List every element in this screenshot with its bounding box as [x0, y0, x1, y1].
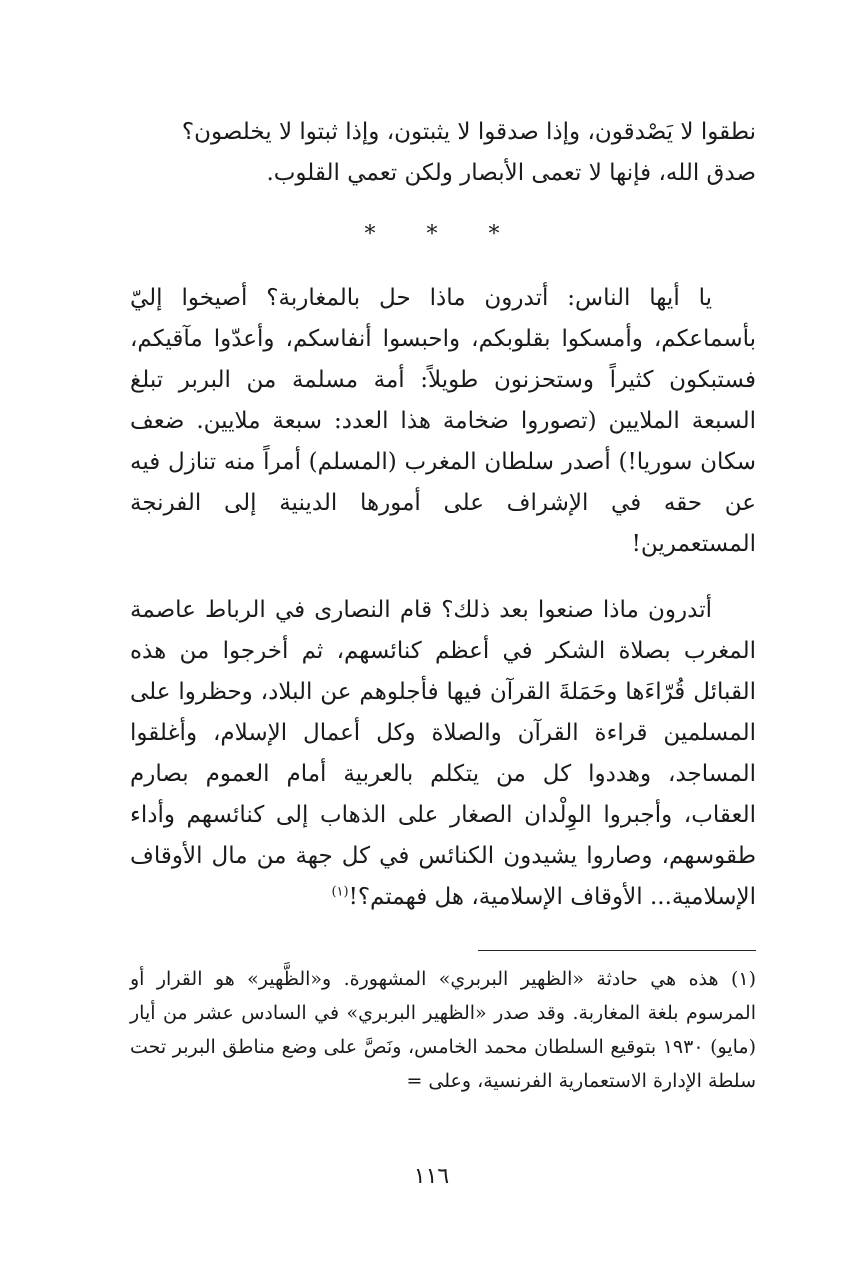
section-divider-asterisks: * * * — [364, 222, 522, 247]
page-number: ١١٦ — [413, 1164, 450, 1189]
paragraph-text: يا أيها الناس: أتدرون ماذا حل بالمغاربة؟ أصيخوا إليّ بأسماعكم، وأمسكوا بقلوبكم، واحبسوا أنفاسكم، وأعدّوا مآقيكم، فستبكون كثيراً وستحزنون طويلاً: أمة مسلمة من البربر تبلغ السبعة الملايين (تصوروا ضخامة هذا العدد: سبعة ملايين. ضعف سكان سوريا!) أصدر سلطان المغرب (المسلم) أمراً منه تنازل فيه عن حقه في الإشراف على أمورها الدينية إلى الفرنجة المستعمرين! — [130, 285, 756, 557]
paragraph-2 — [130, 590, 756, 918]
footnote-text: (١) هذه هي حادثة «الظهير البربري» المشهورة. و«الظَّهير» هو القرار أو المرسوم بلغة المغاربة. وقد صدر «الظهير البربري» في السادس عشر من أيار (مايو) ١٩٣٠ بتوقيع السلطان محمد الخامس، ونَصَّ على وضع مناطق البربر تحت سلطة الإدارة الاستعمارية الفرنسية، وعلى = — [130, 968, 756, 1092]
footnote-reference[interactable]: (١) — [331, 884, 349, 900]
footnote-separator-line — [478, 950, 756, 951]
text-line: نطقوا لا يَصْدقون، وإذا صدقوا لا يثبتون، وإذا ثبتوا لا يخلصون؟ — [181, 119, 756, 145]
paragraph-2-text: أتدرون ماذا صنعوا بعد ذلك؟ قام النصارى في الرباط عاصمة المغرب بصلاة الشكر في أعظم كنائسهم، ثم أخرجوا من هذه القبائل قُرّاءَها وحَمَلةَ القرآن فيها فأجلوهم عن البلاد، وحظروا على المسلمين قراءة القرآن والصلاة وكل أعمال الإسلام، وأغلقوا المساجد، وهددوا كل من يتكلم بالعربية أمام العموم بصارم العقاب، وأجبروا الوِلْدان الصغار على الذهاب إلى كنائسهم وأداء طقوسهم، وصاروا يشيدون الكنائس في كل جهة من مال الأوقاف الإسلامية... الأوقاف الإسلامية، هل فهمتم؟! — [130, 597, 756, 910]
paragraph-text — [130, 590, 756, 918]
continued-text-block — [130, 112, 756, 194]
footnote-block — [130, 962, 756, 1098]
paragraph-1 — [130, 278, 756, 565]
text-line: صدق الله، فإنها لا تعمى الأبصار ولكن تعمي القلوب. — [266, 160, 756, 186]
